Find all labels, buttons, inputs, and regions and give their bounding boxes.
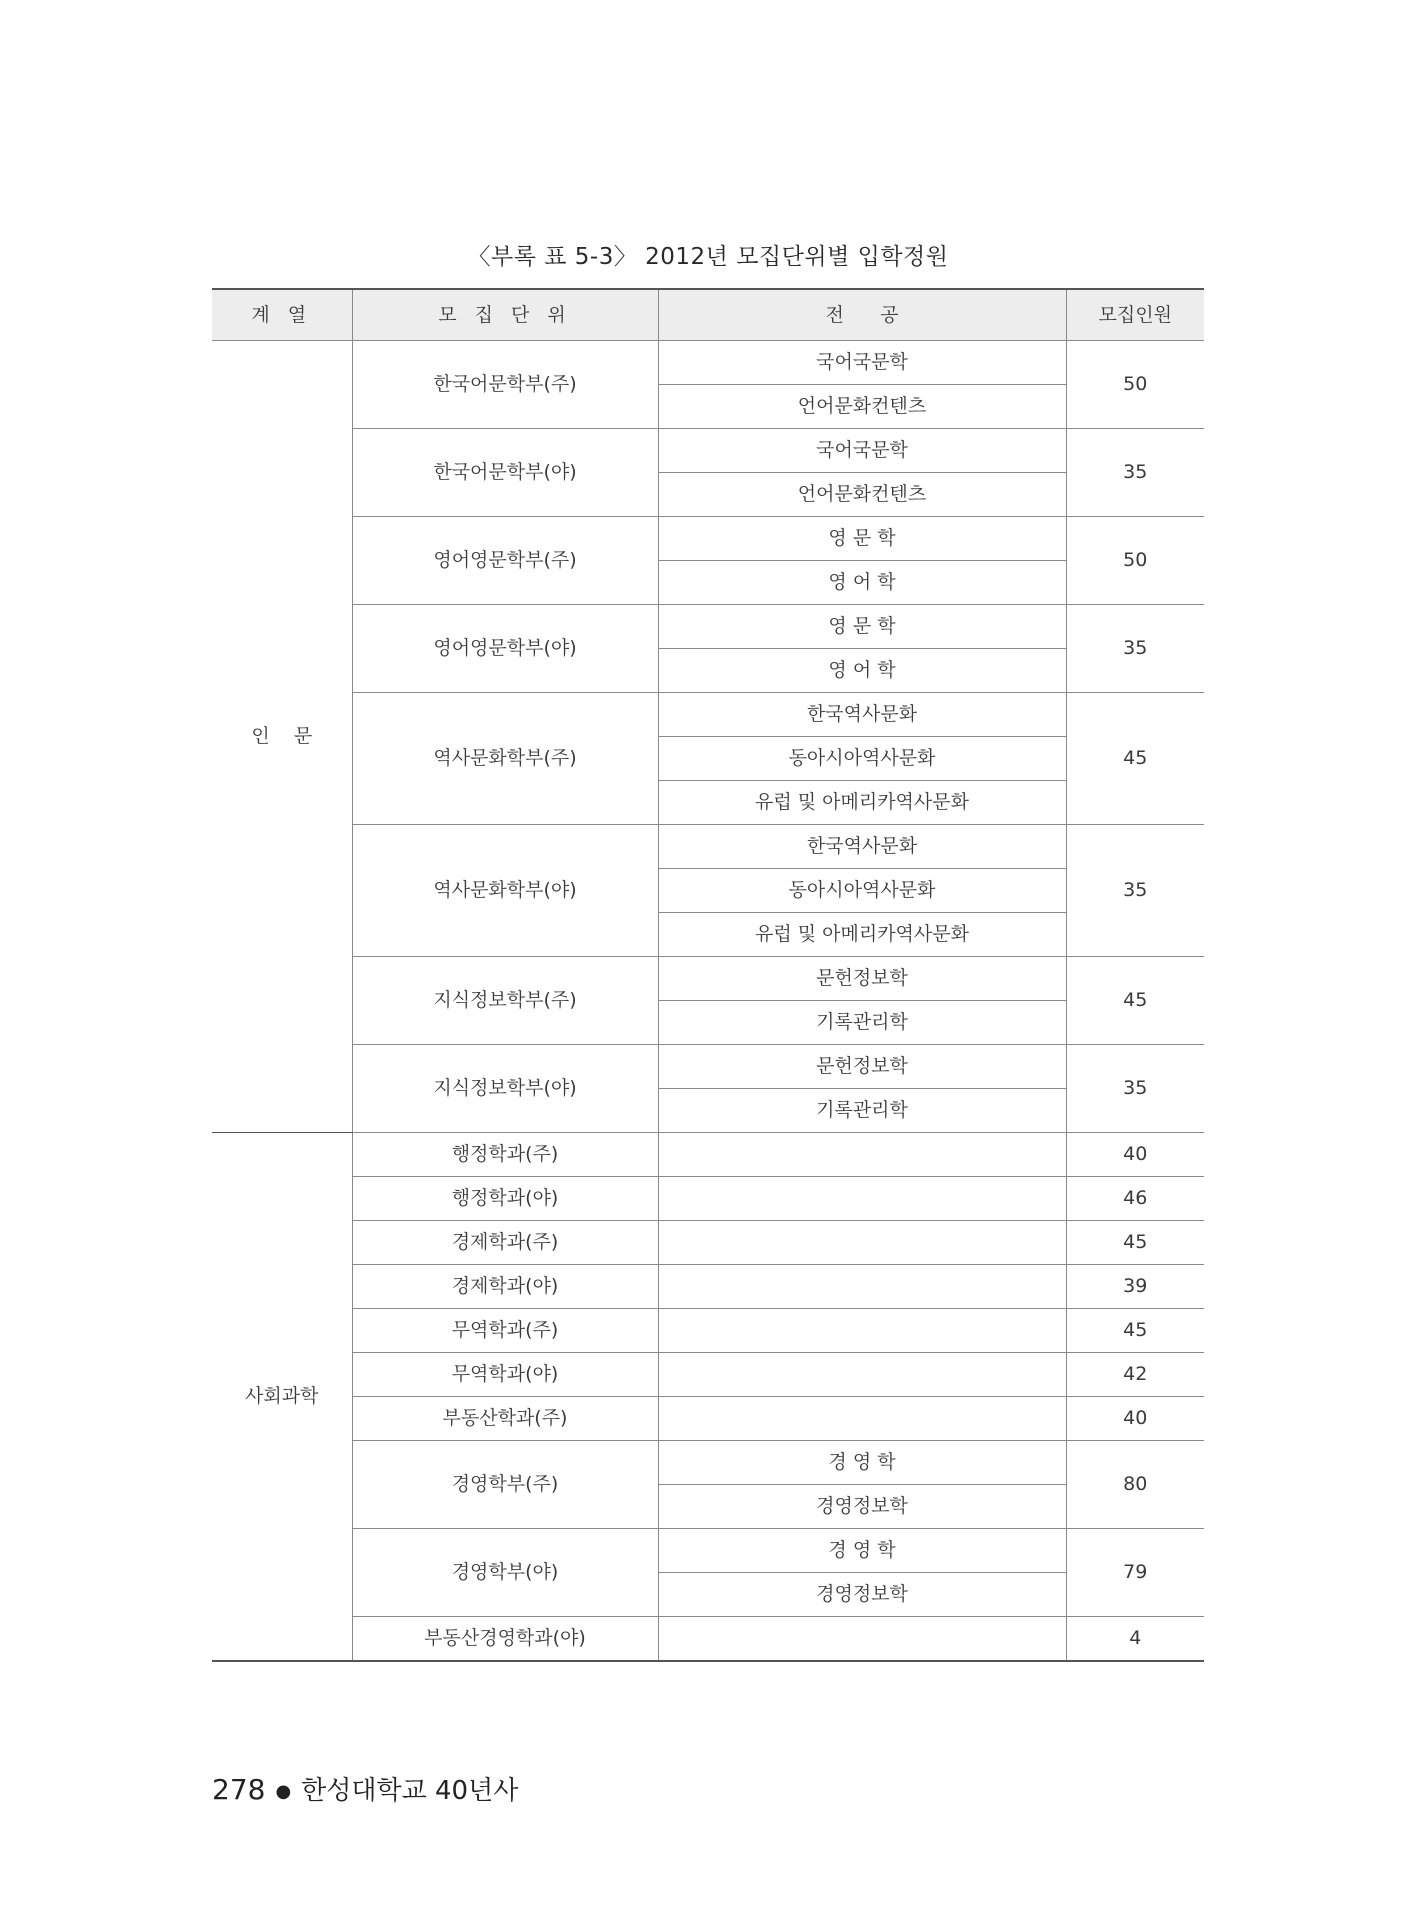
table-title: 〈부록 표 5-3〉 2012년 모집단위별 입학정원 [467,244,949,270]
table-row [212,1133,1204,1177]
unit-cell: 지식정보학부(야) [352,1045,658,1133]
unit-cell: 역사문화학부(주) [352,693,658,825]
table-row [212,1221,1204,1265]
count-cell: 45 [1066,1309,1204,1353]
major-cell: 국어국문학 [658,341,1066,385]
unit-cell: 행정학과(주) [352,1133,658,1177]
major-cell [658,1133,1066,1177]
major-cell [658,1265,1066,1309]
major-cell: 영 문 학 [658,517,1066,561]
table-row [212,605,1204,649]
unit-cell: 지식정보학부(주) [352,957,658,1045]
major-cell: 경 영 학 [658,1441,1066,1485]
book-title: 한성대학교 40년사 [301,1776,519,1806]
major-cell: 언어문화컨텐츠 [658,385,1066,429]
table-row [212,517,1204,561]
unit-cell: 행정학과(야) [352,1177,658,1221]
admission-quota-table [212,288,1204,1662]
page-number: 278 [212,1773,266,1806]
header-row [212,289,1204,341]
count-cell: 42 [1066,1353,1204,1397]
unit-cell: 한국어문학부(야) [352,429,658,517]
category-cell: 인 문 [212,341,352,1133]
table-row [212,825,1204,869]
unit-cell: 영어영문학부(야) [352,605,658,693]
unit-cell: 경영학부(주) [352,1441,658,1529]
major-cell [658,1353,1066,1397]
table-row [212,957,1204,1001]
major-cell: 국어국문학 [658,429,1066,473]
table-row [212,693,1204,737]
header-unit: 모 집 단 위 [352,289,658,341]
count-cell: 39 [1066,1265,1204,1309]
count-cell: 4 [1066,1617,1204,1662]
unit-cell: 경영학부(야) [352,1529,658,1617]
major-cell [658,1397,1066,1441]
major-cell: 동아시아역사문화 [658,737,1066,781]
count-cell: 40 [1066,1397,1204,1441]
major-cell: 영 문 학 [658,605,1066,649]
page-footer [212,1770,518,1807]
major-cell: 동아시아역사문화 [658,869,1066,913]
count-cell: 45 [1066,957,1204,1045]
table-row [212,1353,1204,1397]
count-cell: 79 [1066,1529,1204,1617]
table-row [212,1441,1204,1485]
count-cell: 80 [1066,1441,1204,1529]
major-cell [658,1309,1066,1353]
count-cell: 45 [1066,1221,1204,1265]
major-cell: 영 어 학 [658,649,1066,693]
table-row [212,1177,1204,1221]
count-cell: 50 [1066,341,1204,429]
table-row [212,1529,1204,1573]
major-cell: 경 영 학 [658,1529,1066,1573]
major-cell: 유럽 및 아메리카역사문화 [658,913,1066,957]
major-cell [658,1617,1066,1662]
bullet-icon: ● [275,1781,292,1802]
major-cell: 영 어 학 [658,561,1066,605]
unit-cell: 부동산경영학과(야) [352,1617,658,1662]
unit-cell: 역사문화학부(야) [352,825,658,957]
table-row [212,1309,1204,1353]
major-cell: 경영정보학 [658,1573,1066,1617]
count-cell: 35 [1066,429,1204,517]
count-cell: 35 [1066,1045,1204,1133]
major-cell: 기록관리학 [658,1001,1066,1045]
major-cell [658,1177,1066,1221]
table-row [212,1265,1204,1309]
unit-cell: 경제학과(야) [352,1265,658,1309]
header-count: 모집인원 [1066,289,1204,341]
unit-cell: 한국어문학부(주) [352,341,658,429]
table-row [212,1045,1204,1089]
unit-cell: 무역학과(주) [352,1309,658,1353]
table-row [212,1397,1204,1441]
header-major: 전 공 [658,289,1066,341]
table-row [212,341,1204,385]
major-cell: 유럽 및 아메리카역사문화 [658,781,1066,825]
count-cell: 40 [1066,1133,1204,1177]
header-category: 계 열 [212,289,352,341]
major-cell: 한국역사문화 [658,825,1066,869]
count-cell: 35 [1066,825,1204,957]
unit-cell: 부동산학과(주) [352,1397,658,1441]
major-cell: 기록관리학 [658,1089,1066,1133]
unit-cell: 무역학과(야) [352,1353,658,1397]
major-cell: 언어문화컨텐츠 [658,473,1066,517]
major-cell: 경영정보학 [658,1485,1066,1529]
count-cell: 45 [1066,693,1204,825]
count-cell: 46 [1066,1177,1204,1221]
table-row [212,429,1204,473]
major-cell: 한국역사문화 [658,693,1066,737]
count-cell: 35 [1066,605,1204,693]
major-cell [658,1221,1066,1265]
count-cell: 50 [1066,517,1204,605]
table-row [212,1617,1204,1662]
unit-cell: 경제학과(주) [352,1221,658,1265]
major-cell: 문헌정보학 [658,1045,1066,1089]
unit-cell: 영어영문학부(주) [352,517,658,605]
category-cell: 사회과학 [212,1133,352,1662]
major-cell: 문헌정보학 [658,957,1066,1001]
